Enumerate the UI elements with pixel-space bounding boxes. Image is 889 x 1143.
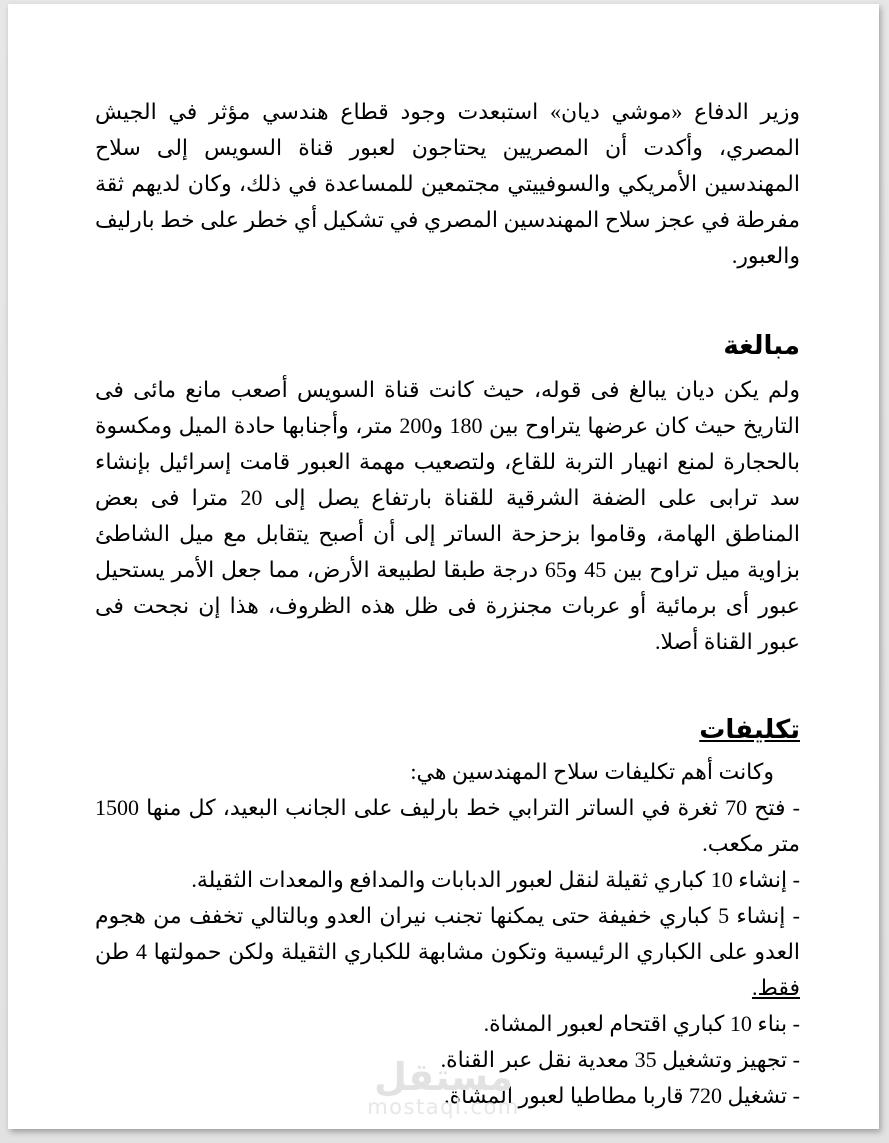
section1-paragraph: ولم يكن ديان يبالغ فى قوله، حيث كانت قناة السويس أصعب مانع مائى فى التاريخ حيث كان عرضها يتراوح بين 180 و200 متر، وأجنابها حادة الميل ومكسوة بالحجارة لمنع انهيار التربة للقاع، ولتصعيب مهمة العبور قامت إسرائيل بإنشاء سد ترابى على الضفة الشرقية للقناة بارتفاع يصل إلى 20 مترا فى بعض المناطق الهامة، وقاموا بزحزحة الساتر إلى أن أصبح يتقابل مع ميل الشاطئ بزاوية ميل تراوح بين 45 و65 درجة طبقا لطبيعة الأرض، مما جعل الأمر يستحيل عبور أى برمائية أو عربات مجنزرة فى ظل هذه الظروف، هذا إن نجحت فى عبور القناة أصلا. <box>95 377 801 654</box>
list-item: - إنشاء 10 كباري ثقيلة لنقل لعبور الدبابات والمدافع والمعدات الثقيلة. <box>191 867 800 892</box>
mostaql-watermark <box>367 1055 520 1119</box>
intro-paragraph: وزير الدفاع «موشي ديان» استبعدت وجود قطاع هندسي مؤثر في الجيش المصري، وأكدت أن المصريين يحتاجون لعبور قناة السويس إلى سلاح المهندسين الأمريكي والسوفييتي مجتمعين للمساعدة في ذلك، وكان لديهم ثقة مفرطة في عجز سلاح المهندسين المصري في تشكيل أي خطر على خط بارليف والعبور. <box>95 99 800 268</box>
document-content <box>8 4 879 1114</box>
list-item: - تشغيل 720 قاربا مطاطيا لعبور المشاة. <box>444 1083 800 1108</box>
mostaql-logo: مستقل <box>374 1055 513 1099</box>
section-heading-mubalagha: مبالغة <box>723 331 800 360</box>
section2-intro: وكانت أهم تكليفات سلاح المهندسين هي: <box>410 759 774 784</box>
list-item: - فتح 70 ثغرة في الساتر الترابي خط بارليف على الجانب البعيد، كل منها 1500 متر مكعب. <box>95 795 801 856</box>
list-item: - إنشاء 5 كباري خفيفة حتى يمكنها تجنب نيران العدو وبالتالي تخفف من هجوم العدو على الكباري الرئيسية وتكون مشابهة للكباري الثقيلة ولكن حمولتها 4 طن فقط. <box>95 903 801 1000</box>
document-page <box>8 4 879 1129</box>
section-heading-takleefat: تكليفات <box>699 715 800 744</box>
list-item: - بناء 10 كباري اقتحام لعبور المشاة. <box>483 1011 800 1036</box>
list-item: - تجهيز وتشغيل 35 معدية نقل عبر القناة. <box>440 1047 800 1072</box>
mostaql-domain: mostaql.com <box>367 1095 520 1119</box>
underlined-word: فقط. <box>751 975 800 1000</box>
